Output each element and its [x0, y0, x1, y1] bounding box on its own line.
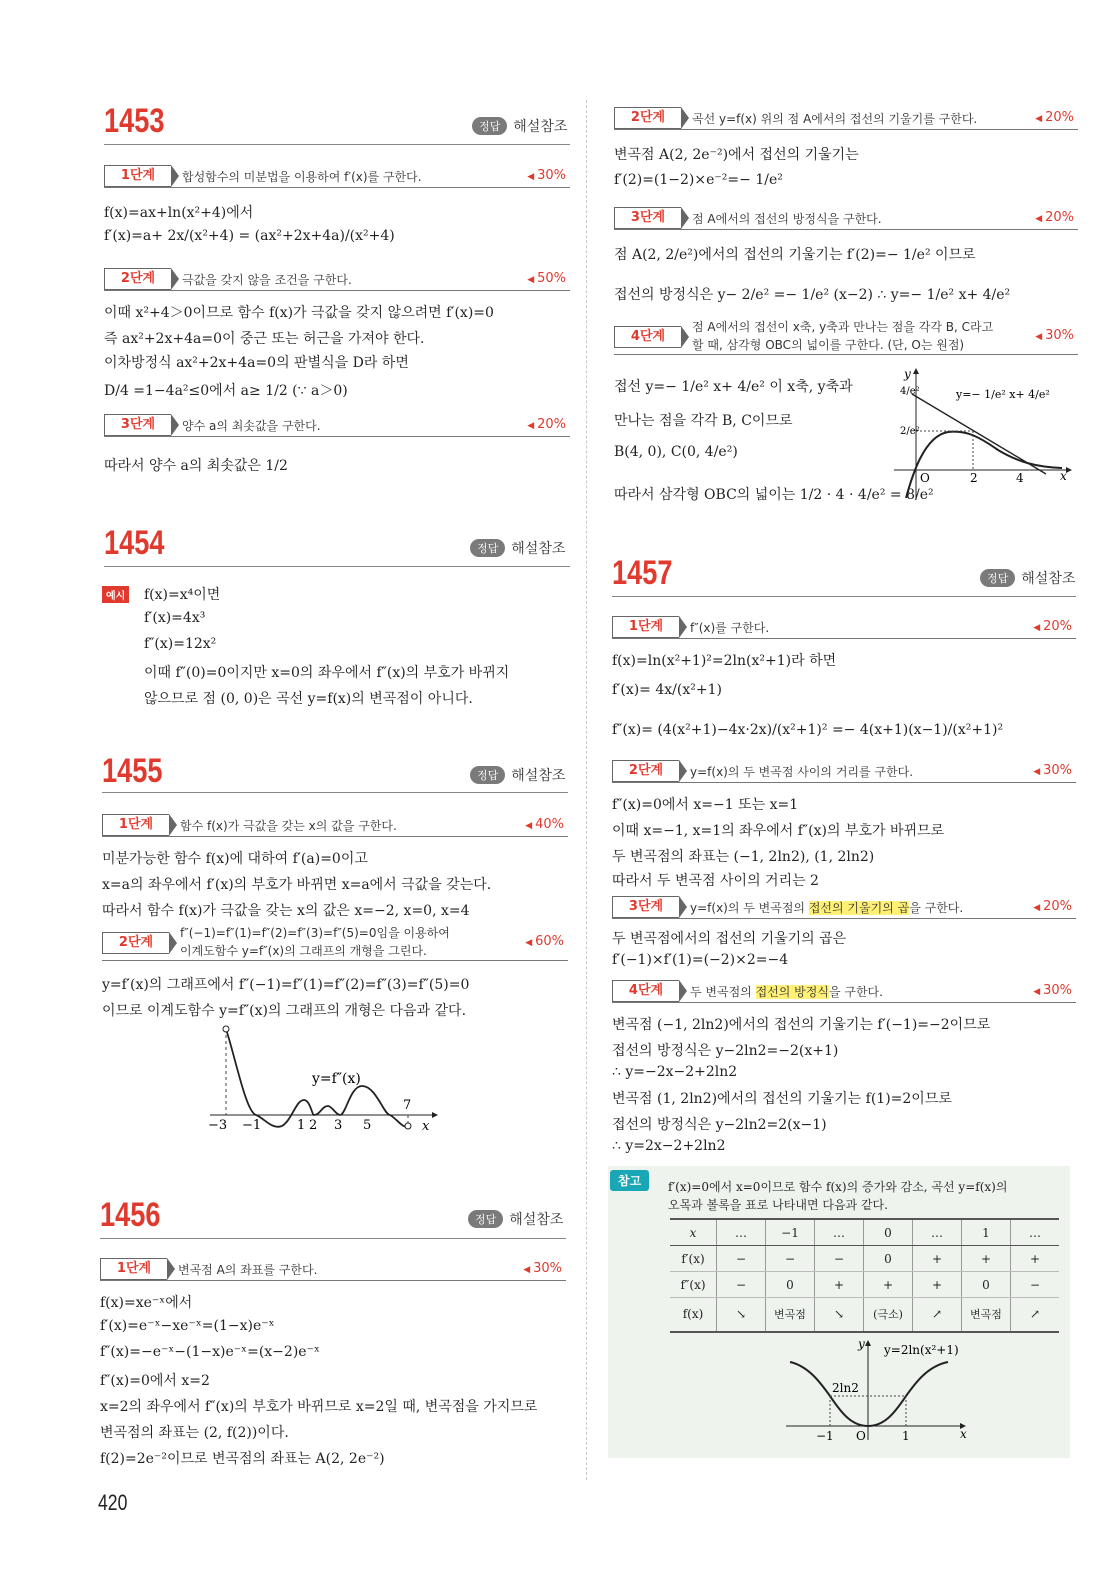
step-text: f″(−1)=f″(1)=f″(2)=f″(3)=f″(5)=0임을 이용하여 [180, 926, 450, 940]
step-percent: ◀ 20% [1035, 110, 1074, 125]
step-1453-2 [104, 268, 570, 291]
solution-line: 이차방정식 ax²+2x+4a=0의 판별식을 D라 하면 [104, 355, 409, 371]
solution-line: 않으므로 점 (0, 0)은 곡선 y=f(x)의 변곡점이 아니다. [144, 691, 473, 707]
table-cell: + [913, 1246, 962, 1272]
step-text [690, 983, 883, 1000]
table-cell: + [1011, 1246, 1060, 1272]
solution-line: 변곡점 (1, 2ln2)에서의 접선의 기울기는 f(1)=2이므로 [612, 1091, 952, 1107]
step-text-b: 을 구한다. [909, 901, 964, 915]
step-1457-4 [612, 980, 1076, 1003]
table-cell: … [815, 1219, 864, 1246]
solution-line: f″(x)=0에서 x=2 [100, 1373, 210, 1389]
step-tag: 2단계 [612, 760, 679, 782]
answer-ref-1457 [980, 568, 1075, 588]
step-text-highlight: 접선의 방정식 [755, 985, 829, 999]
table-cell: − [1011, 1272, 1060, 1298]
sign-table [670, 1218, 1059, 1333]
solution-line: f″(x)=12x² [144, 636, 217, 652]
open-endpoint [223, 1026, 229, 1032]
step-percent: ◀ 30% [527, 168, 566, 183]
step-tag: 3단계 [104, 414, 171, 436]
solution-line: 따라서 삼각형 OBC의 넓이는 1/2 · 4 · 4/e² = 8/e² [614, 487, 934, 503]
solution-line: f(2)=2e⁻²이므로 변곡점의 좌표는 A(2, 2e⁻²) [100, 1451, 385, 1467]
step-percent: ◀ 50% [527, 271, 566, 286]
step-percent: ◀ 20% [1035, 210, 1074, 225]
step-tag: 3단계 [614, 207, 681, 229]
x-tick: 4 [1016, 471, 1024, 485]
table-cell: 0 [864, 1219, 913, 1246]
solution-line: ∴ y=2x−2+2ln2 [612, 1138, 726, 1154]
answer-badge: 정답 [472, 117, 507, 135]
step-text-2: 이계도함수 y=f″(x)의 그래프의 개형을 그린다. [180, 944, 427, 958]
answer-ref-1454 [470, 538, 565, 558]
answer-text: 해설참조 [511, 541, 566, 557]
solution-line: 이때 f″(0)=0이지만 x=0의 좌우에서 f″(x)의 부호가 바뀌지 [144, 665, 510, 681]
x-tick: 7 [403, 1098, 412, 1113]
problem-number-1456: 1456 [100, 1196, 161, 1234]
x-tick: 2 [970, 471, 978, 485]
solution-line: f′(x)= 4x/(x²+1) [612, 682, 722, 698]
y-tick: 4/e² [900, 386, 920, 397]
answer-ref-1456 [468, 1209, 563, 1229]
table-cell: x [670, 1219, 717, 1246]
table-row [670, 1272, 1059, 1298]
table-cell: ↗ [1011, 1298, 1060, 1332]
solution-line: f″(x)= (4(x²+1)−4x·2x)/(x²+1)² =− 4(x+1)(x−1)/(x²+1)² [612, 722, 1004, 738]
table-cell: ↗ [913, 1298, 962, 1332]
problem-number-1453: 1453 [104, 102, 165, 140]
solution-line: 이때 x=−1, x=1의 좌우에서 f″(x)의 부호가 바뀌므로 [612, 823, 945, 839]
rule [612, 596, 1076, 597]
step-text-highlight: 접선의 기울기의 곱 [808, 901, 910, 915]
x-tick: 5 [363, 1118, 372, 1133]
note-tag: 참고 [610, 1170, 649, 1191]
step-text [690, 899, 963, 916]
solution-line: 점 A(2, 2/e²)에서의 접선의 기울기는 f′(2)=− 1/e² 이므로 [614, 247, 976, 263]
x-tick: 1 [902, 1429, 910, 1443]
answer-text: 해설참조 [511, 768, 566, 784]
step-1457-2 [612, 760, 1076, 783]
table-cell: − [766, 1246, 815, 1272]
x-tick: O [920, 471, 930, 485]
step-tag: 2단계 [614, 107, 681, 129]
step-percent: ◀ 30% [523, 1261, 562, 1276]
solution-line: 미분가능한 함수 f(x)에 대하여 f′(a)=0이고 [102, 851, 368, 867]
table-cell: f(x) [670, 1298, 717, 1332]
x-axis-label: x [960, 1427, 967, 1441]
x-axis-label: x [1060, 469, 1067, 483]
rule [100, 1238, 566, 1239]
step-percent: ◀ 20% [527, 417, 566, 432]
table-cell: … [1011, 1219, 1060, 1246]
table-cell: 변곡점 [962, 1298, 1011, 1332]
step-text: 함수 f(x)가 극값을 갖는 x의 값을 구한다. [180, 819, 397, 833]
table-cell: + [913, 1272, 962, 1298]
step-text: 변곡점 A의 좌표를 구한다. [178, 1263, 318, 1277]
table-cell: 0 [766, 1272, 815, 1298]
step-text: 양수 a의 최솟값을 구한다. [182, 419, 321, 433]
step-percent: ◀ 20% [1033, 899, 1072, 914]
step-1457-3 [612, 896, 1076, 919]
step-percent: ◀ 60% [525, 934, 564, 949]
solution-line: 따라서 양수 a의 최솟값은 1/2 [104, 458, 288, 474]
step-percent: ◀ 30% [1033, 983, 1072, 998]
solution-line: f′(2)=(1−2)×e⁻²=− 1/e² [614, 172, 783, 188]
solution-line: 접선의 방정식은 y−2ln2=2(x−1) [612, 1117, 827, 1133]
y-axis-arrow [865, 1340, 871, 1346]
curve-2ln [790, 1362, 948, 1426]
solution-line: f″(x)=−e⁻ˣ−(1−x)e⁻ˣ=(x−2)e⁻ˣ [100, 1344, 320, 1360]
step-1453-1 [104, 165, 570, 188]
step-1455-2 [102, 924, 568, 961]
step-1453-3 [104, 414, 570, 437]
x-tick: −3 [208, 1118, 228, 1133]
line-label: y=− 1/e² x+ 4/e² [956, 388, 1050, 401]
table-cell: 0 [962, 1272, 1011, 1298]
table-cell: 변곡점 [766, 1298, 815, 1332]
step-1455-1 [102, 814, 568, 837]
answer-text: 해설참조 [509, 1212, 564, 1228]
step-1456-2 [614, 107, 1078, 130]
graph-tangent-1456 [886, 364, 1076, 504]
table-cell: 0 [864, 1246, 913, 1272]
step-text-a: 두 변곡점의 [690, 985, 756, 999]
table-cell: + [962, 1246, 1011, 1272]
table-cell: ↘ [815, 1298, 864, 1332]
y-axis-label: y [904, 367, 911, 381]
x-tick: O [856, 1429, 866, 1443]
x-axis-arrow [1066, 467, 1072, 473]
solution-line: 만나는 점을 각각 B, C이므로 [614, 413, 793, 429]
table-cell: ↘ [717, 1298, 766, 1332]
step-percent: ◀ 30% [1033, 763, 1072, 778]
solution-line: 따라서 두 변곡점 사이의 거리는 2 [612, 873, 819, 889]
solution-line: y=f′(x)의 그래프에서 f″(−1)=f″(1)=f″(2)=f″(3)=f″(5)=0 [102, 977, 470, 993]
solution-line: 변곡점 (−1, 2ln2)에서의 접선의 기울기는 f′(−1)=−2이므로 [612, 1017, 991, 1033]
table-cell: + [815, 1272, 864, 1298]
answer-ref-1453 [472, 116, 567, 136]
solution-line: 이므로 이계도함수 y=f″(x)의 그래프의 개형은 다음과 같다. [102, 1003, 467, 1019]
table-cell: − [717, 1272, 766, 1298]
table-cell: f′(x) [670, 1246, 717, 1272]
step-text: 점 A에서의 접선의 방정식을 구한다. [692, 212, 882, 226]
answer-ref-1455 [470, 765, 565, 785]
note-line: 오목과 볼록을 표로 나타내면 다음과 같다. [668, 1198, 888, 1212]
solution-line: 따라서 함수 f(x)가 극값을 갖는 x의 값은 x=−2, x=0, x=4 [102, 903, 470, 919]
solution-line: x=2의 좌우에서 f″(x)의 부호가 바뀌므로 x=2일 때, 변곡점을 가지므로 [100, 1399, 538, 1415]
y-tick: 2/e² [900, 426, 920, 437]
x-axis-label: x [422, 1119, 430, 1134]
step-text: 합성함수의 미분법을 이용하여 f′(x)를 구한다. [182, 170, 422, 184]
solution-line: 접선의 방정식은 y−2ln2=−2(x+1) [612, 1043, 839, 1059]
solution-line: B(4, 0), C(0, 4/e²) [614, 444, 738, 460]
x-tick: 2 [309, 1118, 318, 1133]
step-tag: 4단계 [614, 326, 681, 348]
x-axis-arrow [432, 1112, 438, 1118]
table-row [670, 1298, 1059, 1332]
table-cell: (극소) [864, 1298, 913, 1332]
step-tag: 1단계 [612, 616, 679, 638]
solution-line: 이때 x²+4＞0이므로 함수 f(x)가 극값을 갖지 않으려면 f′(x)=0 [104, 305, 494, 321]
rule [104, 144, 570, 145]
answer-text: 해설참조 [513, 119, 568, 135]
solution-line: f(x)=xe⁻ˣ에서 [100, 1295, 193, 1311]
step-text-b: 을 구한다. [828, 985, 883, 999]
solution-line: 두 변곡점에서의 접선의 기울기의 곱은 [612, 931, 847, 947]
answer-badge: 정답 [980, 569, 1015, 587]
solution-line: ∴ y=−2x−2+2ln2 [612, 1064, 738, 1080]
solution-line: x=a의 좌우에서 f′(x)의 부호가 바뀌면 x=a에서 극값을 갖는다. [102, 877, 492, 893]
curve-label: y=2ln(x²+1) [884, 1343, 959, 1357]
graph-f-double-prime [200, 1020, 450, 1140]
table-cell: −1 [766, 1219, 815, 1246]
step-text: f″(x)를 구한다. [690, 621, 770, 635]
step-1456-1 [100, 1258, 566, 1281]
table-cell: − [815, 1246, 864, 1272]
y-axis-arrow [913, 368, 919, 374]
problem-number-1454: 1454 [104, 524, 165, 562]
answer-text: 해설참조 [1021, 571, 1076, 587]
solution-line: D/4 =1−4a²≤0에서 a≥ 1/2 (∵ a＞0) [104, 383, 348, 399]
step-tag: 1단계 [104, 165, 171, 187]
graph-2ln [780, 1336, 980, 1446]
table-cell: … [913, 1219, 962, 1246]
answer-badge: 정답 [470, 766, 505, 784]
step-text: 점 A에서의 접선이 x축, y축과 만나는 점을 각각 B, C라고 [692, 320, 994, 334]
step-1456-4 [614, 318, 1078, 355]
table-cell: … [717, 1219, 766, 1246]
y-axis-label: y [858, 1337, 865, 1351]
solution-line: f′(x)=a+ 2x/(x²+4) = (ax²+2x+4a)/(x²+4) [104, 228, 395, 244]
example-tag: 예시 [102, 586, 129, 603]
solution-line: 접선 y=− 1/e² x+ 4/e² 이 x축, y축과 [614, 379, 853, 395]
curve-xe-x [906, 432, 1062, 498]
solution-line: 두 변곡점의 좌표는 (−1, 2ln2), (1, 2ln2) [612, 849, 875, 865]
y-tick: 2ln2 [832, 1381, 859, 1395]
step-tag: 3단계 [612, 896, 679, 918]
answer-badge: 정답 [468, 1210, 503, 1228]
table-row [670, 1246, 1059, 1272]
column-divider [586, 100, 587, 1480]
step-percent: ◀ 30% [1035, 328, 1074, 343]
step-1456-3 [614, 207, 1078, 230]
table-row [670, 1219, 1059, 1246]
step-text-2: 할 때, 삼각형 OBC의 넓이를 구한다. (단, O는 원점) [692, 338, 965, 352]
curve-label: y=f″(x) [312, 1071, 361, 1087]
step-1457-1 [612, 616, 1076, 639]
note-line: f′(x)=0에서 x=0이므로 함수 f(x)의 증가와 감소, 곡선 y=f(x)의 [668, 1180, 1008, 1194]
solution-line: 접선의 방정식은 y− 2/e² =− 1/e² (x−2) ∴ y=− 1/e² x+ 4/e² [614, 287, 1011, 303]
step-text: y=f(x)의 두 변곡점 사이의 거리를 구한다. [690, 765, 914, 779]
step-tag: 4단계 [612, 980, 679, 1002]
step-tag: 2단계 [102, 932, 169, 954]
answer-badge: 정답 [470, 539, 505, 557]
solution-line: 즉 ax²+2x+4a=0이 중근 또는 허근을 가져야 한다. [104, 331, 425, 347]
step-text: 곡선 y=f(x) 위의 점 A에서의 접선의 기울기를 구한다. [692, 112, 978, 126]
step-tag: 2단계 [104, 268, 171, 290]
solution-line: f″(x)=0에서 x=−1 또는 x=1 [612, 797, 799, 813]
table-cell: 1 [962, 1219, 1011, 1246]
step-percent: ◀ 40% [525, 817, 564, 832]
solution-line: f(x)=x⁴이면 [144, 587, 221, 603]
table-cell: f″(x) [670, 1272, 717, 1298]
solution-line: f(x)=ax+ln(x²+4)에서 [104, 205, 254, 221]
open-endpoint [405, 1123, 411, 1129]
rule [102, 792, 568, 793]
solution-line: f′(x)=4x³ [144, 610, 206, 626]
step-text-a: y=f(x)의 두 변곡점의 [690, 901, 809, 915]
rule [104, 566, 570, 567]
x-tick: −1 [816, 1429, 834, 1443]
solution-line: f′(x)=e⁻ˣ−xe⁻ˣ=(1−x)e⁻ˣ [100, 1318, 275, 1334]
x-tick: 3 [334, 1118, 343, 1133]
solution-line: 변곡점 A(2, 2e⁻²)에서 접선의 기울기는 [614, 147, 859, 163]
table-cell: + [864, 1272, 913, 1298]
step-tag: 1단계 [100, 1258, 167, 1280]
problem-number-1455: 1455 [102, 752, 163, 790]
solution-line: 변곡점의 좌표는 (2, f(2))이다. [100, 1425, 289, 1441]
table-cell: − [717, 1246, 766, 1272]
step-percent: ◀ 20% [1033, 619, 1072, 634]
x-tick: −1 [242, 1118, 262, 1133]
solution-line: f′(−1)×f′(1)=(−2)×2=−4 [612, 952, 789, 968]
page-number: 420 [98, 1490, 128, 1515]
step-text: 극값을 갖지 않을 조건을 구한다. [182, 273, 352, 287]
solution-line: f(x)=ln(x²+1)²=2ln(x²+1)라 하면 [612, 653, 837, 669]
step-tag: 1단계 [102, 814, 169, 836]
x-tick: 1 [297, 1118, 306, 1133]
problem-number-1457: 1457 [612, 554, 673, 592]
